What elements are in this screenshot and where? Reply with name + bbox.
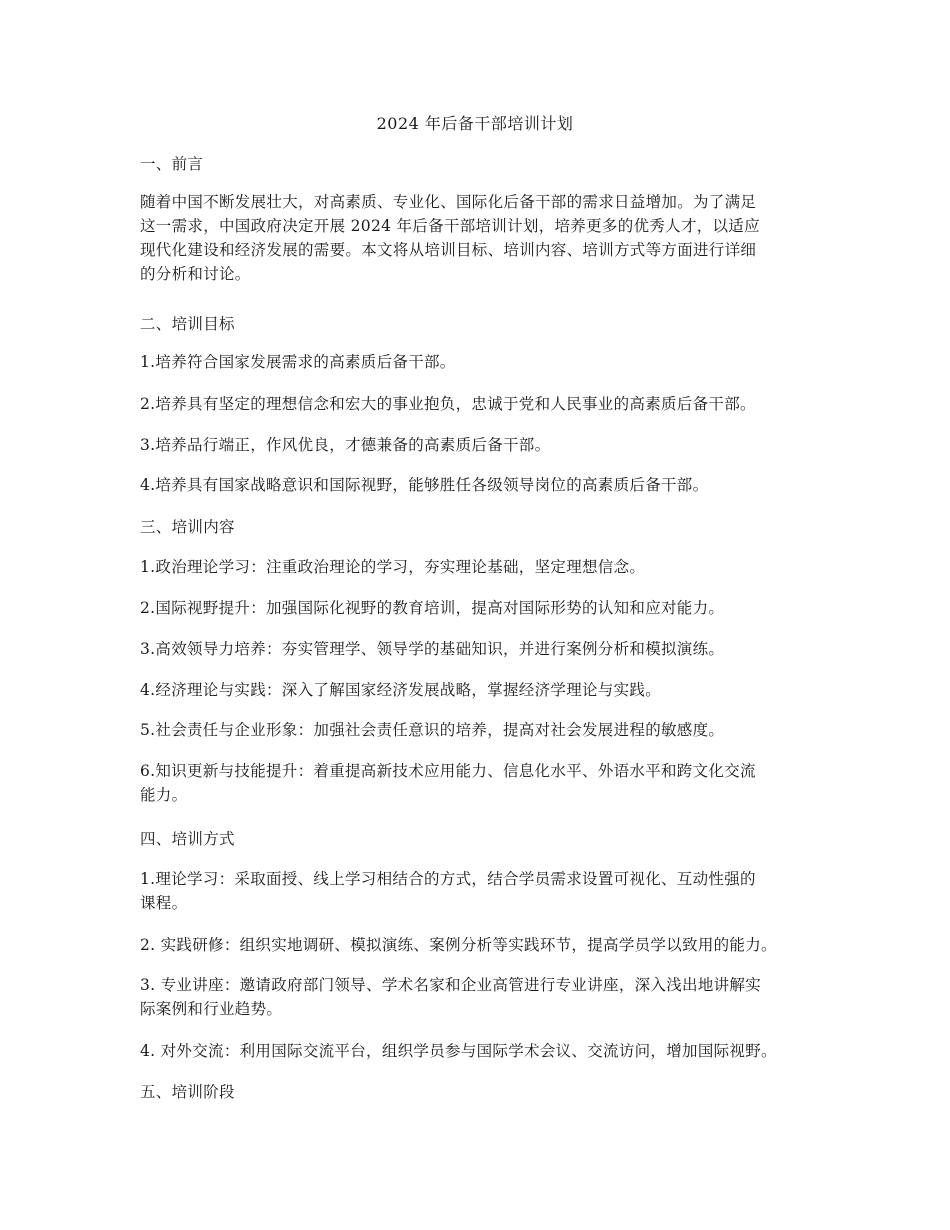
paragraph-line: 2.培养具有坚定的理想信念和宏大的事业抱负，忠诚于党和人民事业的高素质后备干部。	[140, 395, 756, 413]
list-item	[140, 867, 820, 915]
list-item	[140, 392, 820, 416]
paragraph-line: 际案例和行业趋势。	[140, 1000, 283, 1018]
paragraph-line: 4.培养具有国家战略意识和国际视野，能够胜任各级领导岗位的高素质后备干部。	[140, 476, 709, 494]
list-item	[140, 637, 820, 661]
list-item	[140, 678, 820, 702]
paragraph-line: 1.培养符合国家发展需求的高素质后备干部。	[140, 353, 456, 371]
list-item	[140, 759, 820, 807]
list-item	[140, 555, 820, 579]
document-title: 2024 年后备干部培训计划	[376, 114, 574, 133]
paragraph-line: 现代化建设和经济发展的需要。本文将从培训目标、培训内容、培训方式等方面进行详细	[140, 241, 757, 259]
list-item	[140, 973, 820, 1021]
paragraph-line: 能力。	[140, 786, 188, 804]
list-item	[140, 933, 820, 957]
paragraph-line: 1.政治理论学习：注重政治理论的学习，夯实理论基础，坚定理想信念。	[140, 558, 646, 576]
paragraph-line: 的分析和讨论。	[140, 265, 251, 283]
paragraph-line: 6.知识更新与技能提升：着重提高新技术应用能力、信息化水平、外语水平和跨文化交流	[140, 762, 756, 780]
paragraph-line: 课程。	[140, 894, 188, 912]
paragraph-line: 2.国际视野提升：加强国际化视野的教育培训，提高对国际形势的认知和应对能力。	[140, 599, 725, 617]
list-item	[140, 718, 820, 742]
paragraph-line: 随着中国不断发展壮大，对高素质、专业化、国际化后备干部的需求日益增加。为了满足	[140, 193, 757, 211]
list-item	[140, 1039, 820, 1063]
paragraph-line: 3. 专业讲座：邀请政府部门领导、学术名家和企业高管进行专业讲座，深入浅出地讲解实	[140, 976, 762, 994]
paragraph-line: 4. 对外交流：利用国际交流平台，组织学员参与国际学术会议、交流访问，增加国际视野。	[140, 1042, 777, 1060]
paragraph-line: 5.社会责任与企业形象：加强社会责任意识的培养，提高对社会发展进程的敏感度。	[140, 721, 725, 739]
list-item	[140, 596, 820, 620]
paragraph-line: 1.理论学习：采取面授、线上学习相结合的方式，结合学员需求设置可视化、互动性强的	[140, 870, 756, 888]
paragraph-line: 4.经济理论与实践：深入了解国家经济发展战略，掌握经济学理论与实践。	[140, 681, 661, 699]
paragraph-line: 2. 实践研修：组织实地调研、模拟演练、案例分析等实践环节，提高学员学以致用的能力。	[140, 936, 777, 954]
paragraph-line: 3.培养品行端正，作风优良，才德兼备的高素质后备干部。	[140, 436, 551, 454]
section-heading-methods: 四、培训方式	[140, 830, 235, 848]
paragraph-line: 这一需求，中国政府决定开展 2024 年后备干部培训计划，培养更多的优秀人才，以适应	[140, 217, 760, 235]
list-item	[140, 433, 820, 457]
section-heading-preface: 一、前言	[140, 155, 204, 173]
section-heading-stages: 五、培训阶段	[140, 1083, 235, 1101]
list-item	[140, 350, 820, 374]
section-heading-content: 三、培训内容	[140, 518, 235, 536]
paragraph-line: 3.高效领导力培养：夯实管理学、领导学的基础知识，并进行案例分析和模拟演练。	[140, 640, 725, 658]
list-item	[140, 473, 820, 497]
section-heading-goals: 二、培训目标	[140, 315, 235, 333]
paragraph-preface	[140, 190, 820, 286]
